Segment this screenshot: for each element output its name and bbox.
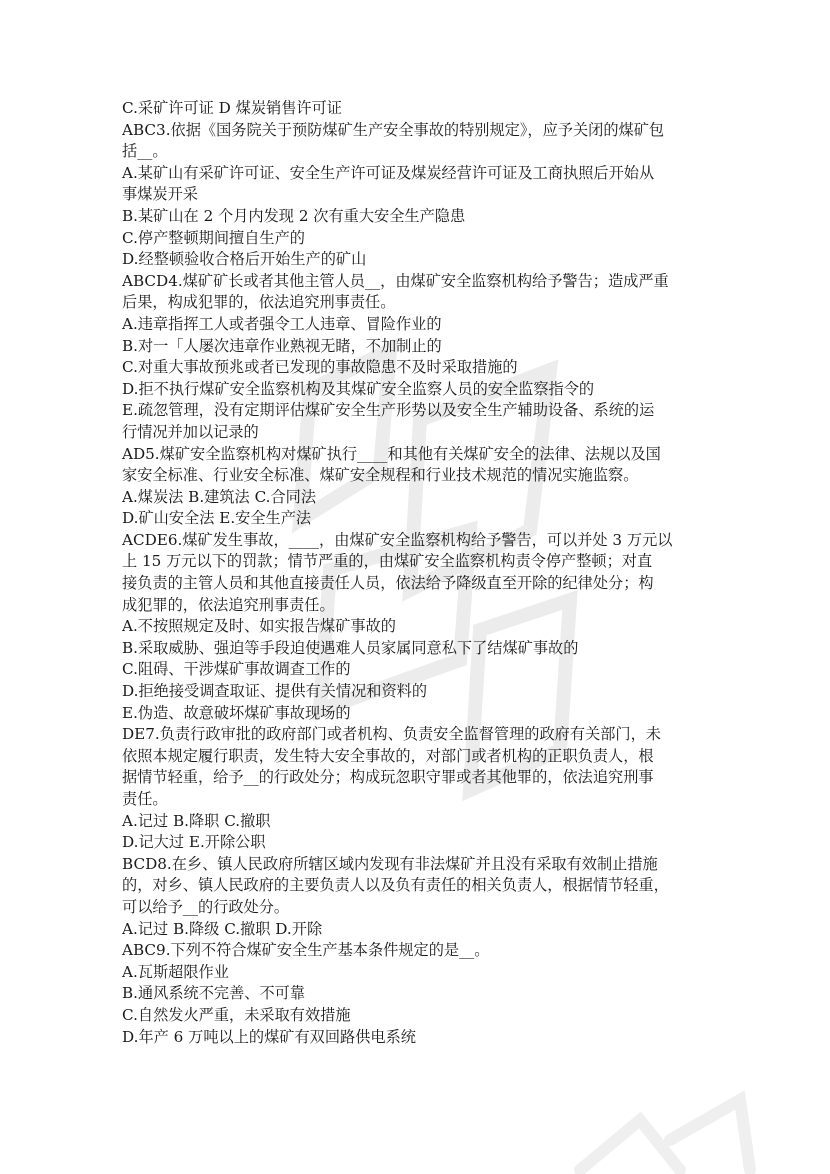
text-line: A.记过 B.降级 C.撤职 D.开除	[122, 919, 323, 938]
text-line: D.经整顿验收合格后开始生产的矿山	[122, 250, 367, 269]
text-line: B.对一「人屡次违章作业熟视无睹，不加制止的	[122, 336, 442, 355]
text-line: 事煤炭开采	[122, 185, 198, 204]
text-line: ABC9.下列不符合煤矿安全生产基本条件规定的是__。	[122, 941, 490, 960]
text-line: B.某矿山在 2 个月内发现 2 次有重大安全生产隐患	[122, 206, 466, 225]
text-line: BCD8.在乡、镇人民政府所辖区域内发现有非法煤矿并且没有采取有效制止措施	[122, 854, 658, 873]
text-line: A.违章指挥工人或者强令工人违章、冒险作业的	[122, 314, 442, 333]
text-line: E.伪造、故意破坏煤矿事故现场的	[122, 703, 351, 722]
text-line: DE7.负责行政审批的政府部门或者机构、负责安全监督管理的政府有关部门，未	[122, 725, 661, 744]
text-line: 成犯罪的，依法追究刑事责任。	[122, 595, 335, 614]
text-line: 的，对乡、镇人民政府的主要负责人以及负有责任的相关负责人，根据情节轻重，	[122, 876, 669, 895]
text-line: ABC3.依据《国务院关于预防煤矿生产安全事故的特别规定》，应予关闭的煤矿包	[122, 120, 665, 139]
text-line: 责任。	[122, 790, 168, 808]
text-line: A.瓦斯超限作业	[122, 962, 229, 981]
text-line: AD5.煤矿安全监察机构对煤矿执行____和其他有关煤矿安全的法律、法规以及国	[122, 444, 661, 463]
text-line: E.疏忽管理，没有定期评估煤矿安全生产形势以及安全生产辅助设备、系统的运	[122, 401, 655, 420]
text-line: 行情况并加以记录的	[122, 422, 259, 441]
text-line: A.煤炭法 B.建筑法 C.合同法	[122, 487, 317, 506]
text-line: 后果，构成犯罪的，依法追究刑事责任。	[122, 293, 396, 312]
text-line: 括__。	[122, 142, 168, 161]
document-body	[122, 98, 712, 1048]
text-line: C.自然发火严重，未采取有效措施	[122, 1005, 351, 1024]
text-line: D.记大过 E.开除公职	[122, 833, 266, 852]
text-line: D.拒不执行煤矿安全监察机构及其煤矿安全监察人员的安全监察指令的	[122, 379, 595, 398]
text-line: ACDE6.煤矿发生事故，____，由煤矿安全监察机构给予警告，可以并处 3 万元以	[122, 530, 673, 549]
text-line: A.记过 B.降职 C.撤职	[122, 811, 271, 830]
text-line: B.通风系统不完善、不可靠	[122, 984, 306, 1003]
text-line: ABCD4.煤矿矿长或者其他主管人员__，由煤矿安全监察机构给予警告；造成严重	[122, 271, 669, 290]
text-line: 接负责的主管人员和其他直接责任人员，依法给予降级直至开除的纪律处分；构	[122, 574, 654, 593]
text-line: D.矿山安全法 E.安全生产法	[122, 509, 312, 528]
text-line: 据情节轻重，给予__的行政处分；构成玩忽职守罪或者其他罪的，依法追究刑事	[122, 768, 654, 787]
watermark-graphic-bottom	[560, 1080, 760, 1174]
text-line: 家安全标准、行业安全标准、煤矿安全规程和行业技术规范的情况实施监察。	[122, 466, 639, 485]
text-line: A.某矿山有采矿许可证、安全生产许可证及煤炭经营许可证及工商执照后开始从	[122, 163, 655, 182]
text-line: A.不按照规定及时、如实报告煤矿事故的	[122, 617, 396, 636]
text-line: C.阻碍、干涉煤矿事故调查工作的	[122, 660, 351, 679]
text-line: B.采取威胁、强迫等手段迫使遇难人员家属同意私下了结煤矿事故的	[122, 638, 579, 657]
text-line: C.停产整顿期间擅自生产的	[122, 228, 305, 247]
text-line: 上 15 万元以下的罚款；情节严重的，由煤矿安全监察机构责令停产整顿；对直	[122, 552, 653, 571]
text-line: C.采矿许可证 D 煤炭销售许可证	[122, 99, 342, 117]
text-line: C.对重大事故预兆或者已发现的事故隐患不及时采取措施的	[122, 358, 518, 377]
text-line: 可以给予__的行政处分。	[122, 897, 290, 916]
text-line: 依照本规定履行职责，发生特大安全事故的，对部门或者机构的正职负责人，根	[122, 746, 654, 765]
text-line: D.拒绝接受调查取证、提供有关情况和资料的	[122, 682, 428, 701]
text-line: D.年产 6 万吨以上的煤矿有双回路供电系统	[122, 1027, 416, 1046]
